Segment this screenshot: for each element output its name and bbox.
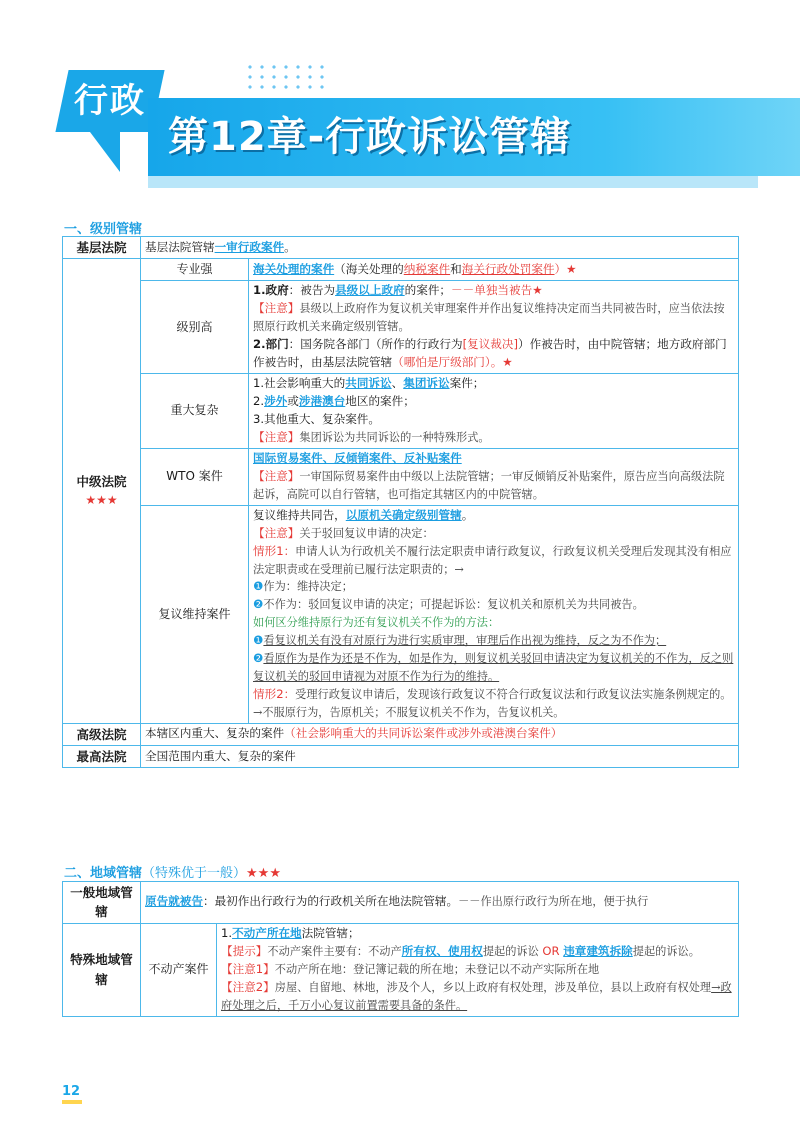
subject-badge: 行政 (74, 81, 146, 121)
text-span: 地区的案件； (345, 393, 415, 408)
text-line (253, 282, 734, 300)
bullet-number: ❷ (253, 597, 264, 612)
note-tag: 【注意】 (253, 429, 300, 444)
row-label-review-upheld: 复议维持案件 (141, 505, 249, 723)
row-content-high-level (249, 280, 739, 373)
page-number: 12 (62, 1084, 81, 1099)
text-span: 和 (450, 261, 462, 276)
high-court-label: 高级法院 (63, 723, 141, 745)
note-text-emphasis: →政府处理之后，千万小心复议前置需要具备的条件。 (221, 980, 732, 1012)
row-content-wto (249, 448, 739, 505)
text-line (253, 300, 734, 336)
high-court-desc (141, 723, 739, 745)
text-span: 涉外 (264, 393, 288, 408)
row-label-high-level: 级别高 (141, 280, 249, 373)
text-span: 2. (253, 393, 265, 408)
text-span: 的案件； (404, 282, 452, 297)
row-label-specialized: 专业强 (141, 259, 249, 281)
table-row (63, 882, 739, 924)
text-span: 违章建筑拆除 (563, 943, 633, 958)
note-text: 县级以上政府作为复议机关审理案件并作出复议维持决定而当共同被告时，应当依法按照原行政机关来确定级别管辖。 (253, 301, 725, 333)
badge-tail (90, 132, 120, 172)
bullet-number: ❶ (253, 579, 264, 594)
note-tag: 【注意2】 (221, 979, 275, 994)
text-line: 国际贸易案件、反倾销案件、反补贴案件 (253, 450, 462, 465)
row-label-major-complex: 重大复杂 (141, 373, 249, 448)
row-content-real-estate (217, 923, 739, 1016)
text-line (221, 961, 734, 979)
text-span: 。 (461, 507, 474, 522)
case-text: 申请人认为行政机关不履行法定职责申请行政复议，行政复议机关受理后发现其没有相应法定职责或在受理前已履行法定职责的；→ (253, 544, 732, 576)
text-line (253, 507, 734, 525)
row-content-review-upheld (249, 505, 739, 723)
text-span: 1. (221, 925, 233, 940)
text-line (253, 375, 734, 393)
text-span: ：最初作出行政行为的行政机关所在地法院管辖。 (202, 894, 459, 909)
text-span: －－作出原行政行为所在地，便于执行 (458, 895, 649, 909)
text-span: 一审行政案件 (214, 239, 285, 254)
section-title-paren: （特殊优于一般） (142, 866, 247, 881)
general-jurisdiction-label: 一般地域管辖 (63, 882, 141, 924)
note-tag: 【注意1】 (221, 961, 275, 976)
text-line (221, 979, 734, 1015)
text-span: 复议维持共同告， (253, 507, 346, 522)
case-text: 受理行政复议申请后，发现该行政复议不符合行政复议法和行政复议法实施条例规定的。 (295, 687, 732, 701)
text-span: 基层法院管辖 (145, 239, 215, 254)
territorial-jurisdiction-table (62, 881, 739, 1017)
text-span: ）作被告时，由中院管辖；地方政府部门作被告时，由基层法院管辖 (253, 336, 727, 369)
text-span: [复议裁决] (462, 336, 519, 351)
text-span: 。★ (490, 354, 513, 369)
mid-court-text: 中级法院 (76, 474, 127, 489)
text-span: 不动产所在地 (232, 925, 302, 940)
method-heading: 如何区分维持原行为还有复议机关不作为的方法： (253, 616, 500, 630)
text-span: 以原机关确定级别管辖 (345, 507, 462, 522)
level-jurisdiction-table (62, 236, 739, 768)
text-span: 集团诉讼 (403, 375, 450, 390)
case-tag: 情形2： (253, 686, 296, 701)
table-row (63, 723, 739, 745)
text-span: 、 (391, 375, 404, 390)
text-span: 提起的诉讼 (482, 944, 543, 958)
text-line (253, 632, 734, 650)
case-conclusion: →不服原行为，告原机关；不服复议机关不作为，告复议机关。 (253, 705, 565, 719)
text-line (253, 686, 734, 722)
table-row (63, 745, 739, 767)
text-span: 2.部门 (253, 336, 289, 351)
text-span: OR (542, 943, 560, 958)
row-content-specialized (249, 259, 739, 281)
text-span: ：被告为 (288, 282, 336, 297)
text-span: （海关处理的 (334, 261, 404, 276)
table-row (63, 448, 739, 505)
text-span: 原告就被告 (145, 894, 203, 909)
text-span: 不动产案件主要有：不动产 (267, 944, 402, 958)
text-span: 或 (287, 393, 299, 408)
row-content-major-complex (249, 373, 739, 448)
text-span: 共同诉讼 (345, 375, 392, 390)
note-tag: 【注意】 (253, 300, 300, 315)
table-row (63, 923, 739, 1016)
note-tag: 【注意】 (253, 468, 300, 483)
text-line (253, 429, 734, 447)
mid-court-label (63, 259, 141, 723)
special-jurisdiction-label: 特殊地域管辖 (63, 923, 141, 1016)
row-label-real-estate: 不动产案件 (141, 923, 217, 1016)
table-row (63, 373, 739, 448)
page-number-bar (62, 1100, 82, 1104)
text-span: ：国务院各部门（所作的行政行为 (288, 336, 463, 351)
section-territorial-jurisdiction-title (64, 862, 281, 881)
text-line (253, 650, 734, 686)
note-text: 一审国际贸易案件由中级以上法院管辖；一审反倾销反补贴案件，原告应当向高级法院起诉，高院可以自行管辖，也可指定其辖区内的中院管辖。 (253, 469, 725, 501)
table-row (63, 259, 739, 281)
text-line: 3.其他重大、复杂案件。 (253, 411, 380, 426)
supreme-court-label: 最高法院 (63, 745, 141, 767)
note-text: 房屋、自留地、林地，涉及个人，乡以上政府有权处理，涉及单位，县以上政府有权处理 (274, 980, 712, 994)
note-text: 不动产所在地：登记簿记载的所在地；未登记以不动产实际所在地 (274, 962, 600, 976)
supreme-court-desc: 全国范围内重大、复杂的案件 (141, 745, 739, 767)
note-text: 关于驳回复议申请的决定： (299, 526, 434, 540)
text-span: 1.社会影响重大的 (253, 375, 346, 390)
table-row (63, 237, 739, 259)
text-span: （哪怕是厅级部门） (392, 354, 491, 369)
text-line (253, 336, 734, 372)
text-span: （社会影响重大的共同诉讼案件或涉外或港澳台案件） (284, 726, 563, 741)
table-row (63, 280, 739, 373)
bullet-number: ❶ (253, 632, 264, 647)
text-span: 。 (284, 239, 296, 254)
text-span: 提起的诉讼。 (632, 944, 700, 958)
text-span: 海关行政处罚案件 (461, 261, 555, 276)
text-span: 看原作为是作为还是不作为，如是作为，则复议机关驳回申请决定为复议机关的不作为，反之则复议机关的驳回申请视为对原不作为行为的维持。 (253, 651, 734, 683)
note-text: 集团诉讼为共同诉讼的一种特殊形式。 (299, 430, 490, 444)
text-line (253, 525, 734, 543)
mid-court-stars: ★★★ (85, 493, 118, 508)
text-span: ）★ (554, 261, 577, 276)
basic-court-label: 基层法院 (63, 237, 141, 259)
bullet-number: ❷ (253, 650, 264, 665)
text-span: 所有权、使用权 (401, 943, 483, 958)
chapter-title: 第12章-行政诉讼管辖 (168, 114, 572, 160)
text-line (253, 578, 734, 596)
basic-court-desc (141, 237, 739, 259)
text-line (253, 543, 734, 579)
title-strip (148, 176, 758, 188)
text-span: 法院管辖； (301, 925, 360, 940)
chapter-header (0, 0, 800, 210)
case-tag: 情形1： (253, 543, 296, 558)
note-tag: 【注意】 (253, 525, 300, 540)
text-span: 县级以上政府 (335, 282, 405, 297)
text-line (253, 393, 734, 411)
text-line (253, 468, 734, 504)
text-line (253, 596, 734, 614)
text-line (221, 943, 734, 961)
text-span: 涉港澳台 (298, 393, 346, 408)
section-title-text: 一、级别管辖 (64, 222, 143, 237)
text-span: 看复议机关有没有对原行为进行实质审理，审理后作出视为维持，反之为不作为； (263, 633, 667, 647)
general-jurisdiction-desc (141, 882, 739, 924)
tip-tag: 【提示】 (221, 943, 268, 958)
text-span: 纳税案件 (403, 261, 451, 276)
table-row (63, 505, 739, 723)
text-span: 作为：维持决定； (263, 580, 353, 594)
row-label-wto: WTO 案件 (141, 448, 249, 505)
text-span: 本辖区内重大、复杂的案件 (145, 726, 285, 741)
text-span: 1.政府 (253, 282, 289, 297)
text-line (221, 925, 734, 943)
section-level-jurisdiction-title (64, 218, 142, 237)
text-span: 案件； (449, 375, 485, 390)
text-span: 不作为：驳回复议申请的决定；可提起诉讼：复议机关和原机关为共同被告。 (263, 598, 644, 612)
section-title-text: 二、地域管辖 (64, 866, 143, 881)
text-span: 海关处理的案件 (253, 261, 335, 276)
section-title-stars: ★★★ (246, 866, 281, 881)
text-span: －－单独当被告★ (451, 282, 543, 297)
decorative-dots (244, 62, 324, 94)
